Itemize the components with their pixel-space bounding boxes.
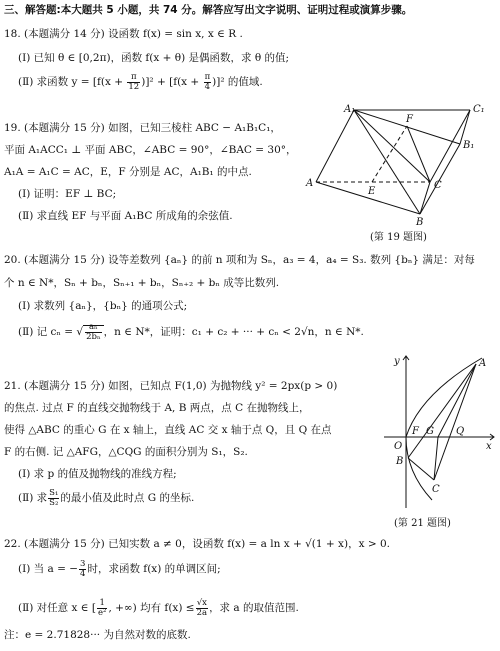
frac-denominator: 4 [80,568,86,579]
frac-numerator: π [204,71,211,82]
frac-numerator: aₙ [85,323,102,333]
q22-part2-text-b: , +∞) 均有 f(x) ≤ [108,602,195,614]
q21-line1: 21. (本题满分 15 分) 如图，已知点 F(1,0) 为抛物线 y² = 2px(p > 0) [4,380,338,392]
q18-frac-pi4 [204,73,212,92]
q21-part2 [18,484,194,512]
q22-part1-text-a: (Ⅰ) 当 a = − [18,563,79,575]
label-B1: B₁ [463,140,475,151]
section-header: 三、解答题:本大题共 5 小题，共 74 分。解答应写出文字说明、证明过程或演算步骤。 [4,4,413,16]
q22-part1 [18,557,221,581]
q20-part1: (Ⅰ) 求数列 {aₙ}，{bₙ} 的通项公式; [18,300,188,312]
q21-line2: 的焦点. 过点 F 的直线交抛物线于 A, B 两点，点 C 在抛物线上， [4,402,310,414]
frac-denominator: 2bₙ [86,331,101,342]
label-C: C [432,484,440,495]
q22-part2-text-a: (Ⅱ) 对任意 x ∈ [ [18,602,96,614]
label-x: x [486,441,492,452]
label-E: E [368,186,376,197]
label-F: F [406,114,413,125]
q19-part1: (Ⅰ) 证明：EF ⊥ BC; [18,188,117,200]
q21-part2-text-b: 的最小值及此时点 G 的坐标. [60,492,195,504]
frac-denominator: e² [97,607,107,618]
q20-frac [85,323,102,342]
label-A1: A₁ [344,104,356,115]
frac-numerator: √x [196,597,207,608]
q19-line2: 平面 A₁ACC₁ ⊥ 平面 ABC，∠ABC = 90°，∠BAC = 30°， [4,144,297,156]
q22-part1-text-b: 时，求函数 f(x) 的单调区间; [87,563,221,575]
label-O: O [394,441,403,452]
label-F: F [412,426,419,437]
label-C: C [434,180,442,191]
label-B: B [416,217,424,226]
q22-frac-1-e2 [97,599,107,618]
frac-denominator: 12 [128,81,140,92]
label-A: A [479,358,487,369]
q20-part2 [18,319,364,345]
q22-note: 注：e = 2.71828··· 为自然对数的底数. [4,629,191,641]
q20-line1: 20. (本题满分 15 分) 设等差数列 {aₙ} 的前 n 项和为 Sₙ，a₃ = 4，a₄ = S₃. 数列 {bₙ} 满足：对每 [4,254,475,266]
label-G: G [426,426,434,437]
q18-frac-pi12 [127,73,140,92]
frac-denominator: 4 [204,81,211,92]
q20-line2: 个 n ∈ N*，Sₙ + bₙ，Sₙ₊₁ + bₙ，Sₙ₊₂ + bₙ 成等比数列. [4,277,280,289]
label-A: A [306,178,314,189]
label-C1: C₁ [473,104,485,115]
label-B: B [396,456,404,467]
q21-parabola-figure [380,352,498,512]
q20-part2-text-b: ，n ∈ N*，证明：c₁ + c₂ + ··· + cₙ < 2√n，n ∈ N*. [103,326,364,338]
q21-line4: F 的右侧. 记 △AFG，△CQG 的面积分别为 S₁，S₂. [4,446,248,458]
q18-part2 [18,71,263,93]
frac-numerator: 1 [97,599,107,609]
frac-denominator: S₂ [49,497,59,508]
q19-prism-figure [302,98,498,226]
q20-part2-text-a: (Ⅱ) 记 cₙ = √ [18,326,84,338]
q22-frac-sqrtx-2a [196,599,208,618]
frac-denominator: 2a [196,607,208,618]
q21-line3: 使得 △ABC 的重心 G 在 x 轴上，直线 AC 交 x 轴于点 Q，且 Q 在点 [4,424,332,436]
frac-numerator: S₁ [49,487,59,498]
q21-part2-text-a: (Ⅱ) 求 [18,492,48,504]
q19-part2: (Ⅱ) 求直线 EF 与平面 A₁BC 所成角的余弦值. [18,210,233,222]
q18-part2-text-c: )]² 的值域. [212,76,263,88]
q19-line1: 19. (本题满分 15 分) 如图，已知三棱柱 ABC − A₁B₁C₁， [4,122,281,134]
frac-numerator: π [127,73,140,83]
q22-frac-3-4 [79,560,86,579]
q22-part2 [18,595,299,621]
q19-caption: (第 19 题图) [370,232,427,243]
q22-part2-text-c: ，求 a 的取值范围. [209,602,299,614]
q21-caption: (第 21 题图) [394,518,451,529]
q18-part2-text-a: (Ⅱ) 求函数 y = [f(x + [18,76,127,88]
q22-line1: 22. (本题满分 15 分) 已知实数 a ≠ 0，设函数 f(x) = a ln x + √(1 + x)，x > 0. [4,538,390,550]
q21-part1: (Ⅰ) 求 p 的值及抛物线的准线方程; [18,468,177,480]
frac-numerator: 3 [80,558,86,569]
q19-line3: A₁A = A₁C = AC，E，F 分别是 AC，A₁B₁ 的中点. [4,166,252,178]
q18-part1: (Ⅰ) 已知 θ ∈ [0,2π)，函数 f(x + θ) 是偶函数，求 θ 的值; [18,52,290,64]
q18-part2-text-b: )]² + [f(x + [141,76,203,88]
label-y: y [394,356,400,367]
q20-sqrt [83,321,104,342]
label-Q: Q [456,426,465,437]
q18-title: 18. (本题满分 14 分) 设函数 f(x) = sin x, x ∈ R . [4,28,243,40]
q21-frac [48,489,59,508]
